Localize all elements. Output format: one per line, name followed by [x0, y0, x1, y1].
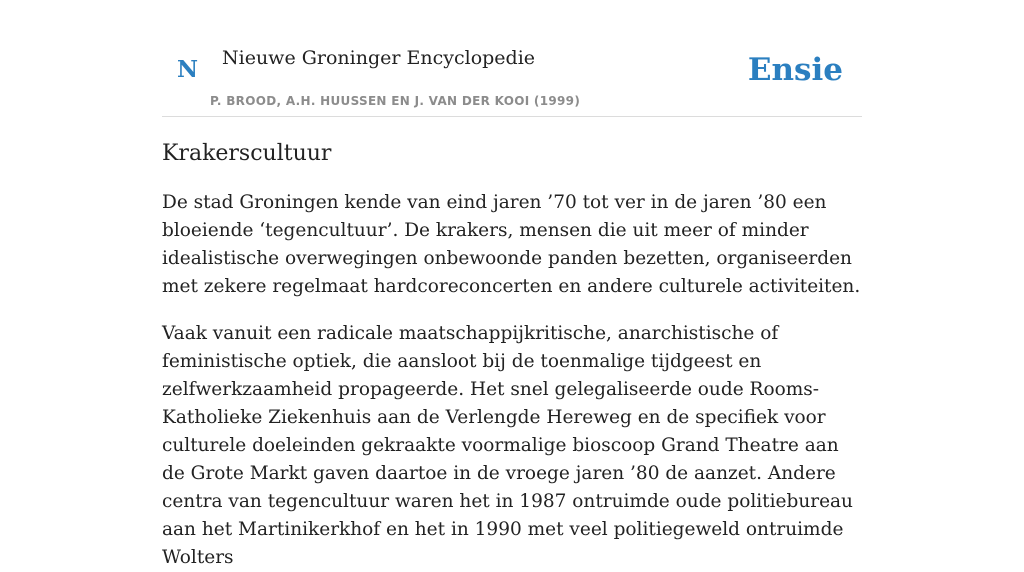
- article: [162, 138, 862, 572]
- article-title: Krakerscultuur: [162, 141, 332, 166]
- encyclopedia-header: [162, 0, 862, 117]
- article-paragraph: De stad Groningen kende van eind jaren ’70 tot ver in de jaren ’80 een bloeiende ‘tegencultuur’. De krakers, mensen die uit meer of minder idealistische overwegingen onbewoonde panden bezetten, organiseerden met zekere regelmaat hardcoreconcerten en andere culturele activiteiten.: [162, 192, 861, 297]
- encyclopedia-badge[interactable]: N: [177, 56, 199, 83]
- encyclopedia-title-link[interactable]: Nieuwe Groninger Encyclopedie: [222, 47, 536, 69]
- encyclopedia-authors: P. BROOD, A.H. HUUSSEN EN J. VAN DER KOOI (1999): [210, 94, 581, 108]
- ensie-logo[interactable]: Ensie: [747, 52, 843, 88]
- article-paragraph: Vaak vanuit een radicale maatschappijkritische, anarchistische of feministische optiek, die aansloot bij de toenmalige tijdgeest en zelfwerkzaamheid propageerde. Het snel gelegaliseerde oude Rooms-Katholieke Ziekenhuis aan de Verlengde Hereweg en de specifiek voor culturele doeleinden gekraakte voormalige bioscoop Grand Theatre aan de Grote Markt gaven daartoe in de vroege jaren ’80 de aanzet. Andere centra van tegencultuur waren het in 1987 ontruimde oude politiebureau aan het Martinikerkhof en het in 1990 met veel politiegeweld ontruimde Wolters: [162, 323, 853, 568]
